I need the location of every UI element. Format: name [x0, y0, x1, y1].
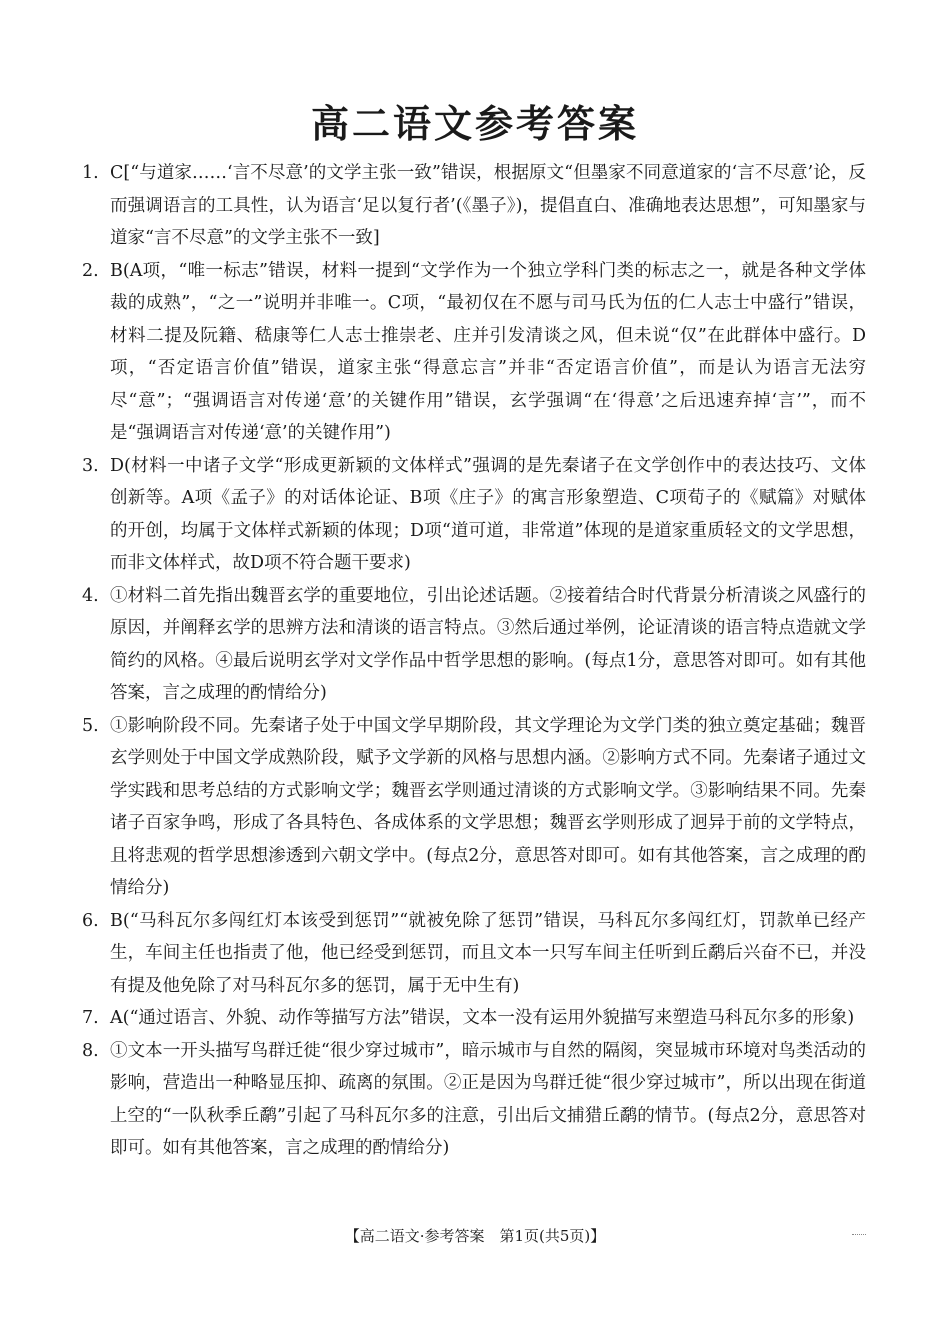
answer-item-7 [82, 1002, 866, 1035]
answer-item-2 [82, 255, 866, 450]
answer-number: 3. [82, 455, 99, 476]
page-footer: 【高二语文·参考答案 第1页(共5页)】 [344, 1227, 606, 1245]
answer-item-4 [82, 580, 866, 710]
answer-text: A(“通过语言、外貌、动作等描写方法”错误，文本一没有运用外貌描写来塑造马科瓦尔多的形象) [110, 1008, 855, 1028]
answer-item-6 [82, 905, 866, 1003]
answer-item-5 [82, 710, 866, 905]
answer-text: B(“马科瓦尔多闯红灯本该受到惩罚”“就被免除了惩罚”错误，马科瓦尔多闯红灯，罚款单已经产生，车间主任也指责了他，他已经受到惩罚，而且文本一只写车间主任听到丘鹬后兴奋不已，并没有提及他免除了对马科瓦尔多的惩罚，属于无中生有) [110, 910, 866, 996]
corner-dots-mark [852, 1234, 866, 1237]
answer-text: B(A项，“唯一标志”错误，材料一提到“文学作为一个独立学科门类的标志之一，就是各种文学体裁的成熟”，“之一”说明并非唯一。C项，“最初仅在不愿与司马氏为伍的仁人志士中盛行”错误，材料二提及阮籍、嵇康等仁人志士推崇老、庄并引发清谈之风，但未说“仅”在此群体中盛行。D项，“否定语言价值”错误，道家主张“得意忘言”并非“否定语言价值”，而是认为语言无法穷尽“意”；“强调语言对传递‘意’的关键作用”错误，玄学强调“在‘得意’之后迅速弃掉‘言’”，而不是“强调语言对传递‘意’的关键作用”) [110, 260, 866, 443]
answer-item-1 [82, 157, 866, 255]
answer-number: 2. [82, 260, 99, 281]
answer-number: 1. [82, 163, 99, 183]
answer-number: 5. [82, 715, 99, 736]
answer-text: ①文本一开头描写鸟群迁徙“很少穿过城市”，暗示城市与自然的隔阂，突显城市环境对鸟类活动的影响，营造出一种略显压抑、疏离的氛围。②正是因为鸟群迁徙“很少穿过城市”，所以出现在街道上空的“一队秋季丘鹬”引起了马科瓦尔多的注意，引出后文捕猎丘鹬的情节。(每点2分，意思答对即可。如有其他答案，言之成理的酌情给分) [110, 1040, 866, 1158]
answer-item-8 [82, 1035, 866, 1165]
answer-text: ①影响阶段不同。先秦诸子处于中国文学早期阶段，其文学理论为文学门类的独立奠定基础；魏晋玄学则处于中国文学成熟阶段，赋予文学新的风格与思想内涵。②影响方式不同。先秦诸子通过文学实践和思考总结的方式影响文学；魏晋玄学则通过清谈的方式影响文学。③影响结果不同。先秦诸子百家争鸣，形成了各具特色、各成体系的文学思想；魏晋玄学则形成了迥异于前的文学特点，且将悲观的哲学思想渗透到六朝文学中。(每点2分，意思答对即可。如有其他答案，言之成理的酌情给分) [110, 715, 866, 898]
answer-list [82, 157, 866, 1165]
page-title: 高二语文参考答案 [310, 102, 639, 146]
answer-number: 7. [82, 1008, 99, 1028]
answer-text: D(材料一中诸子文学“形成更新颖的文体样式”强调的是先秦诸子在文学创作中的表达技巧、文体创新等。A项《孟子》的对话体论证、B项《庄子》的寓言形象塑造、C项荀子的《赋篇》对赋体的开创，均属于文体样式新颖的体现；D项“道可道，非常道”体现的是道家重质轻文的文学思想，而非文体样式，故D项不符合题干要求) [110, 455, 866, 573]
answer-text: ①材料二首先指出魏晋玄学的重要地位，引出论述话题。②接着结合时代背景分析清谈之风盛行的原因，并阐释玄学的思辨方法和清谈的语言特点。③然后通过举例，论证清谈的语言特点造就文学简约的风格。④最后说明玄学对文学作品中哲学思想的影响。(每点1分，意思答对即可。如有其他答案，言之成理的酌情给分) [110, 585, 866, 703]
answer-item-3 [82, 450, 866, 580]
answer-text: C[“与道家……‘言不尽意’的文学主张一致”错误，根据原文“但墨家不同意道家的‘言不尽意’论，反而强调语言的工具性，认为语言‘足以复行者’(《墨子》)，提倡直白、准确地表达思想”，可知墨家与道家“言不尽意”的文学主张不一致] [110, 163, 866, 248]
answer-number: 6. [82, 910, 99, 931]
answer-number: 4. [82, 585, 99, 606]
answer-number: 8. [82, 1040, 99, 1061]
